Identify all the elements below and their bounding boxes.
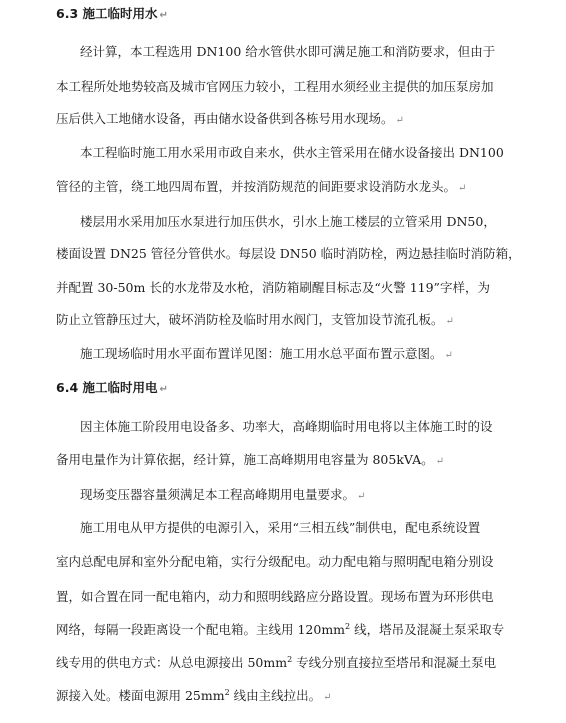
text-line: 经计算，本工程选用 DN100 给水管供水即可满足施工和消防要求，但由于: [80, 44, 496, 59]
text-line: 源接入处。楼面电源用 $25mm^2$ 线由主线拉出。 ↵: [56, 687, 332, 703]
text-line: 施工用电从甲方提供的电源引入，采用“三相五线”制供电，配电系统设置: [80, 520, 481, 535]
section-heading-6-3: 6.3 施工临时用水 ↵: [56, 6, 168, 21]
text-line: 施工现场临时用水平面布置详见图：施工用水总平面布置示意图。 ↵: [80, 346, 453, 361]
text-line: 楼面设置 DN25 管径分管供水。每层设 DN50 临时消防栓，两边悬挂临时消防箱，: [56, 246, 521, 261]
text-line: 楼层用水采用加压水泵进行加压供水，引水上施工楼层的立管采用 DN50，: [80, 214, 496, 229]
text-line: 因主体施工阶段用电设备多、功率大，高峰期临时用电将以主体施工时的设: [80, 419, 493, 434]
section-heading-6-4: 6.4 施工临时用电 ↵: [56, 380, 168, 395]
text-line: 线专用的供电方式：从总电源接出 $50mm^2$ 专线分别直接拉至塔吊和混凝土泵电: [56, 654, 497, 670]
text-line: 网络，每隔一段距离设一个配电箱。主线用 $120mm^2$ 线，塔吊及混凝土泵采取专: [56, 621, 505, 637]
text-line: 本工程所处地势较高及城市官网压力较小，工程用水须经业主提供的加压泵房加: [56, 79, 494, 94]
text-line: 现场变压器容量须满足本工程高峰期用电量要求。 ↵: [80, 487, 366, 502]
text-line: 置，如合置在同一配电箱内，动力和照明线路应分路设置。现场布置为环形供电: [56, 589, 494, 604]
text-line: 室内总配电屏和室外分配电箱，实行分级配电。动力配电箱与照明配电箱分别设: [56, 554, 494, 569]
text-line: 本工程临时施工用水采用市政自来水，供水主管采用在储水设备接出 DN100: [80, 145, 504, 160]
text-line: 压后供入工地储水设备，再由储水设备供到各栋号用水现场。 ↵: [56, 111, 404, 126]
text-line: 管径的主管，绕工地四周布置，并按消防规范的间距要求设消防水龙头。 ↵: [56, 179, 467, 194]
text-line: 并配置 30-50m 长的水龙带及水枪，消防箱刷醒目标志及“火警 119”字样，为: [56, 280, 490, 295]
text-line: 防止立管静压过大，破坏消防栓及临时用水阀门，支管加设节流孔板。 ↵: [56, 312, 454, 327]
text-line: 备用电量作为计算依据，经计算，施工高峰期用电容量为 805kVA。 ↵: [56, 452, 445, 467]
